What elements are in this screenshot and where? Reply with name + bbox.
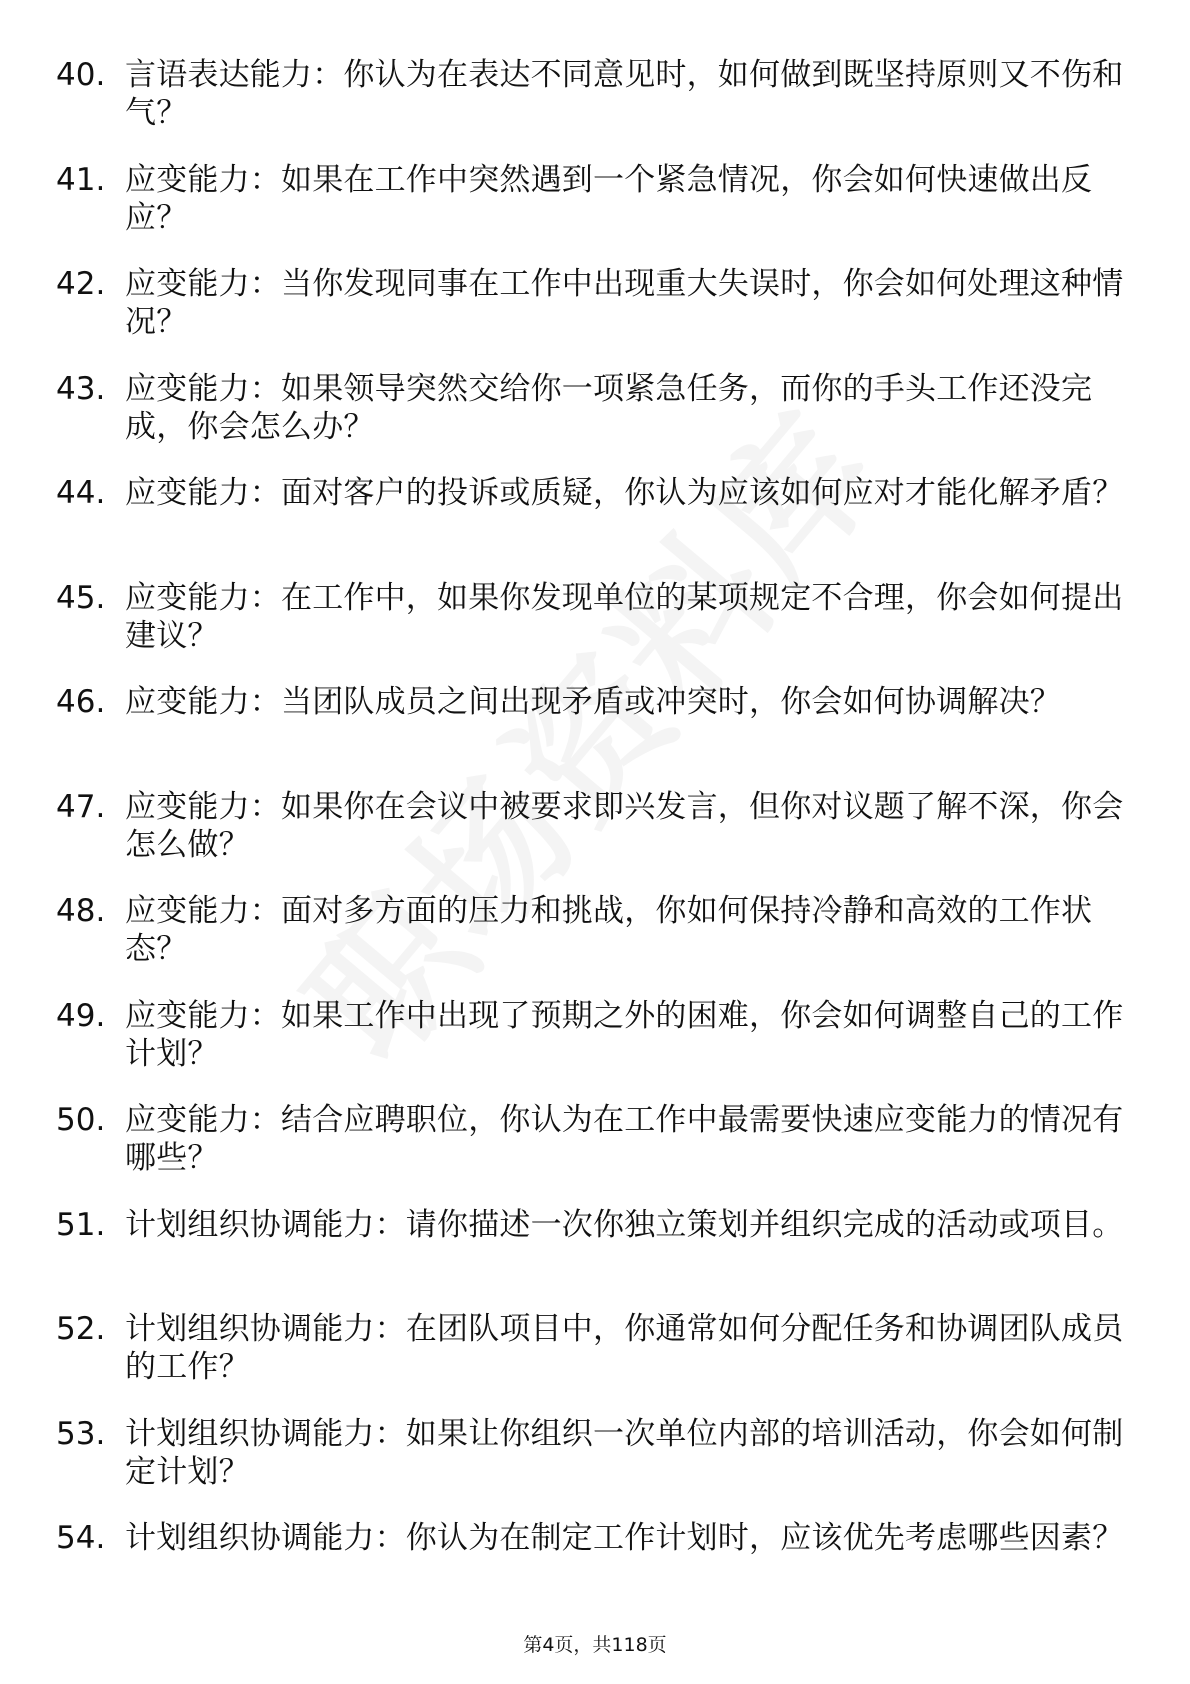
question-number: 47. bbox=[56, 788, 106, 825]
question-item bbox=[56, 683, 1116, 788]
question-text: 应变能力：如果你在会议中被要求即兴发言，但你对议题了解不深，你会怎么做？ bbox=[125, 788, 1124, 863]
question-text: 应变能力：面对客户的投诉或质疑，你认为应该如何应对才能化解矛盾？ bbox=[125, 475, 1124, 511]
question-number: 49. bbox=[56, 997, 106, 1034]
question-item bbox=[56, 788, 1124, 893]
question-number: 46. bbox=[56, 684, 106, 720]
question-number: 43. bbox=[56, 370, 106, 407]
question-item bbox=[56, 474, 1124, 579]
question-text: 应变能力：如果工作中出现了预期之外的困难，你会如何调整自己的工作计划？ bbox=[125, 997, 1124, 1072]
question-item bbox=[56, 161, 1116, 266]
page-footer: 第4页，共118页 bbox=[523, 1634, 667, 1656]
question-item bbox=[56, 265, 1124, 370]
question-item bbox=[56, 1206, 1124, 1311]
question-item bbox=[56, 1519, 1124, 1624]
question-item bbox=[56, 370, 1116, 475]
question-text: 应变能力：面对多方面的压力和挑战，你如何保持冷静和高效的工作状态？ bbox=[125, 893, 1093, 967]
question-number: 52. bbox=[56, 1311, 106, 1347]
question-text: 应变能力：在工作中，如果你发现单位的某项规定不合理，你会如何提出建议？ bbox=[125, 579, 1124, 654]
question-text: 应变能力：如果在工作中突然遇到一个紧急情况，你会如何快速做出反应？ bbox=[125, 161, 1093, 236]
question-number: 40. bbox=[56, 57, 106, 93]
question-item bbox=[56, 579, 1124, 684]
question-text: 应变能力：当你发现同事在工作中出现重大失误时，你会如何处理这种情况？ bbox=[125, 266, 1124, 340]
question-item bbox=[56, 1310, 1124, 1415]
question-text: 计划组织协调能力：如果让你组织一次单位内部的培训活动，你会如何制定计划？ bbox=[125, 1415, 1124, 1490]
question-number: 54. bbox=[56, 1520, 106, 1556]
question-text: 应变能力：如果领导突然交给你一项紧急任务，而你的手头工作还没完成，你会怎么办？ bbox=[125, 370, 1093, 445]
question-item bbox=[56, 1415, 1124, 1520]
question-list bbox=[56, 56, 1124, 1624]
question-number: 41. bbox=[56, 161, 106, 198]
question-number: 44. bbox=[56, 475, 106, 511]
question-text: 计划组织协调能力：你认为在制定工作计划时，应该优先考虑哪些因素？ bbox=[125, 1520, 1124, 1556]
question-number: 53. bbox=[56, 1415, 106, 1452]
question-text: 应变能力：当团队成员之间出现矛盾或冲突时，你会如何协调解决？ bbox=[125, 684, 1061, 720]
question-number: 42. bbox=[56, 266, 106, 302]
question-text: 计划组织协调能力：请你描述一次你独立策划并组织完成的活动或项目。 bbox=[125, 1206, 1124, 1243]
question-item bbox=[56, 997, 1124, 1102]
question-item bbox=[56, 56, 1124, 161]
question-number: 45. bbox=[56, 579, 106, 616]
question-text: 言语表达能力：你认为在表达不同意见时，如何做到既坚持原则又不伤和气？ bbox=[125, 57, 1124, 131]
question-text: 应变能力：结合应聘职位，你认为在工作中最需要快速应变能力的情况有哪些？ bbox=[125, 1102, 1124, 1176]
question-text: 计划组织协调能力：在团队项目中，你通常如何分配任务和协调团队成员的工作？ bbox=[125, 1311, 1124, 1385]
question-number: 51. bbox=[56, 1206, 106, 1243]
question-item bbox=[56, 1101, 1124, 1206]
question-item bbox=[56, 892, 1116, 997]
question-number: 50. bbox=[56, 1102, 106, 1138]
question-number: 48. bbox=[56, 893, 106, 929]
